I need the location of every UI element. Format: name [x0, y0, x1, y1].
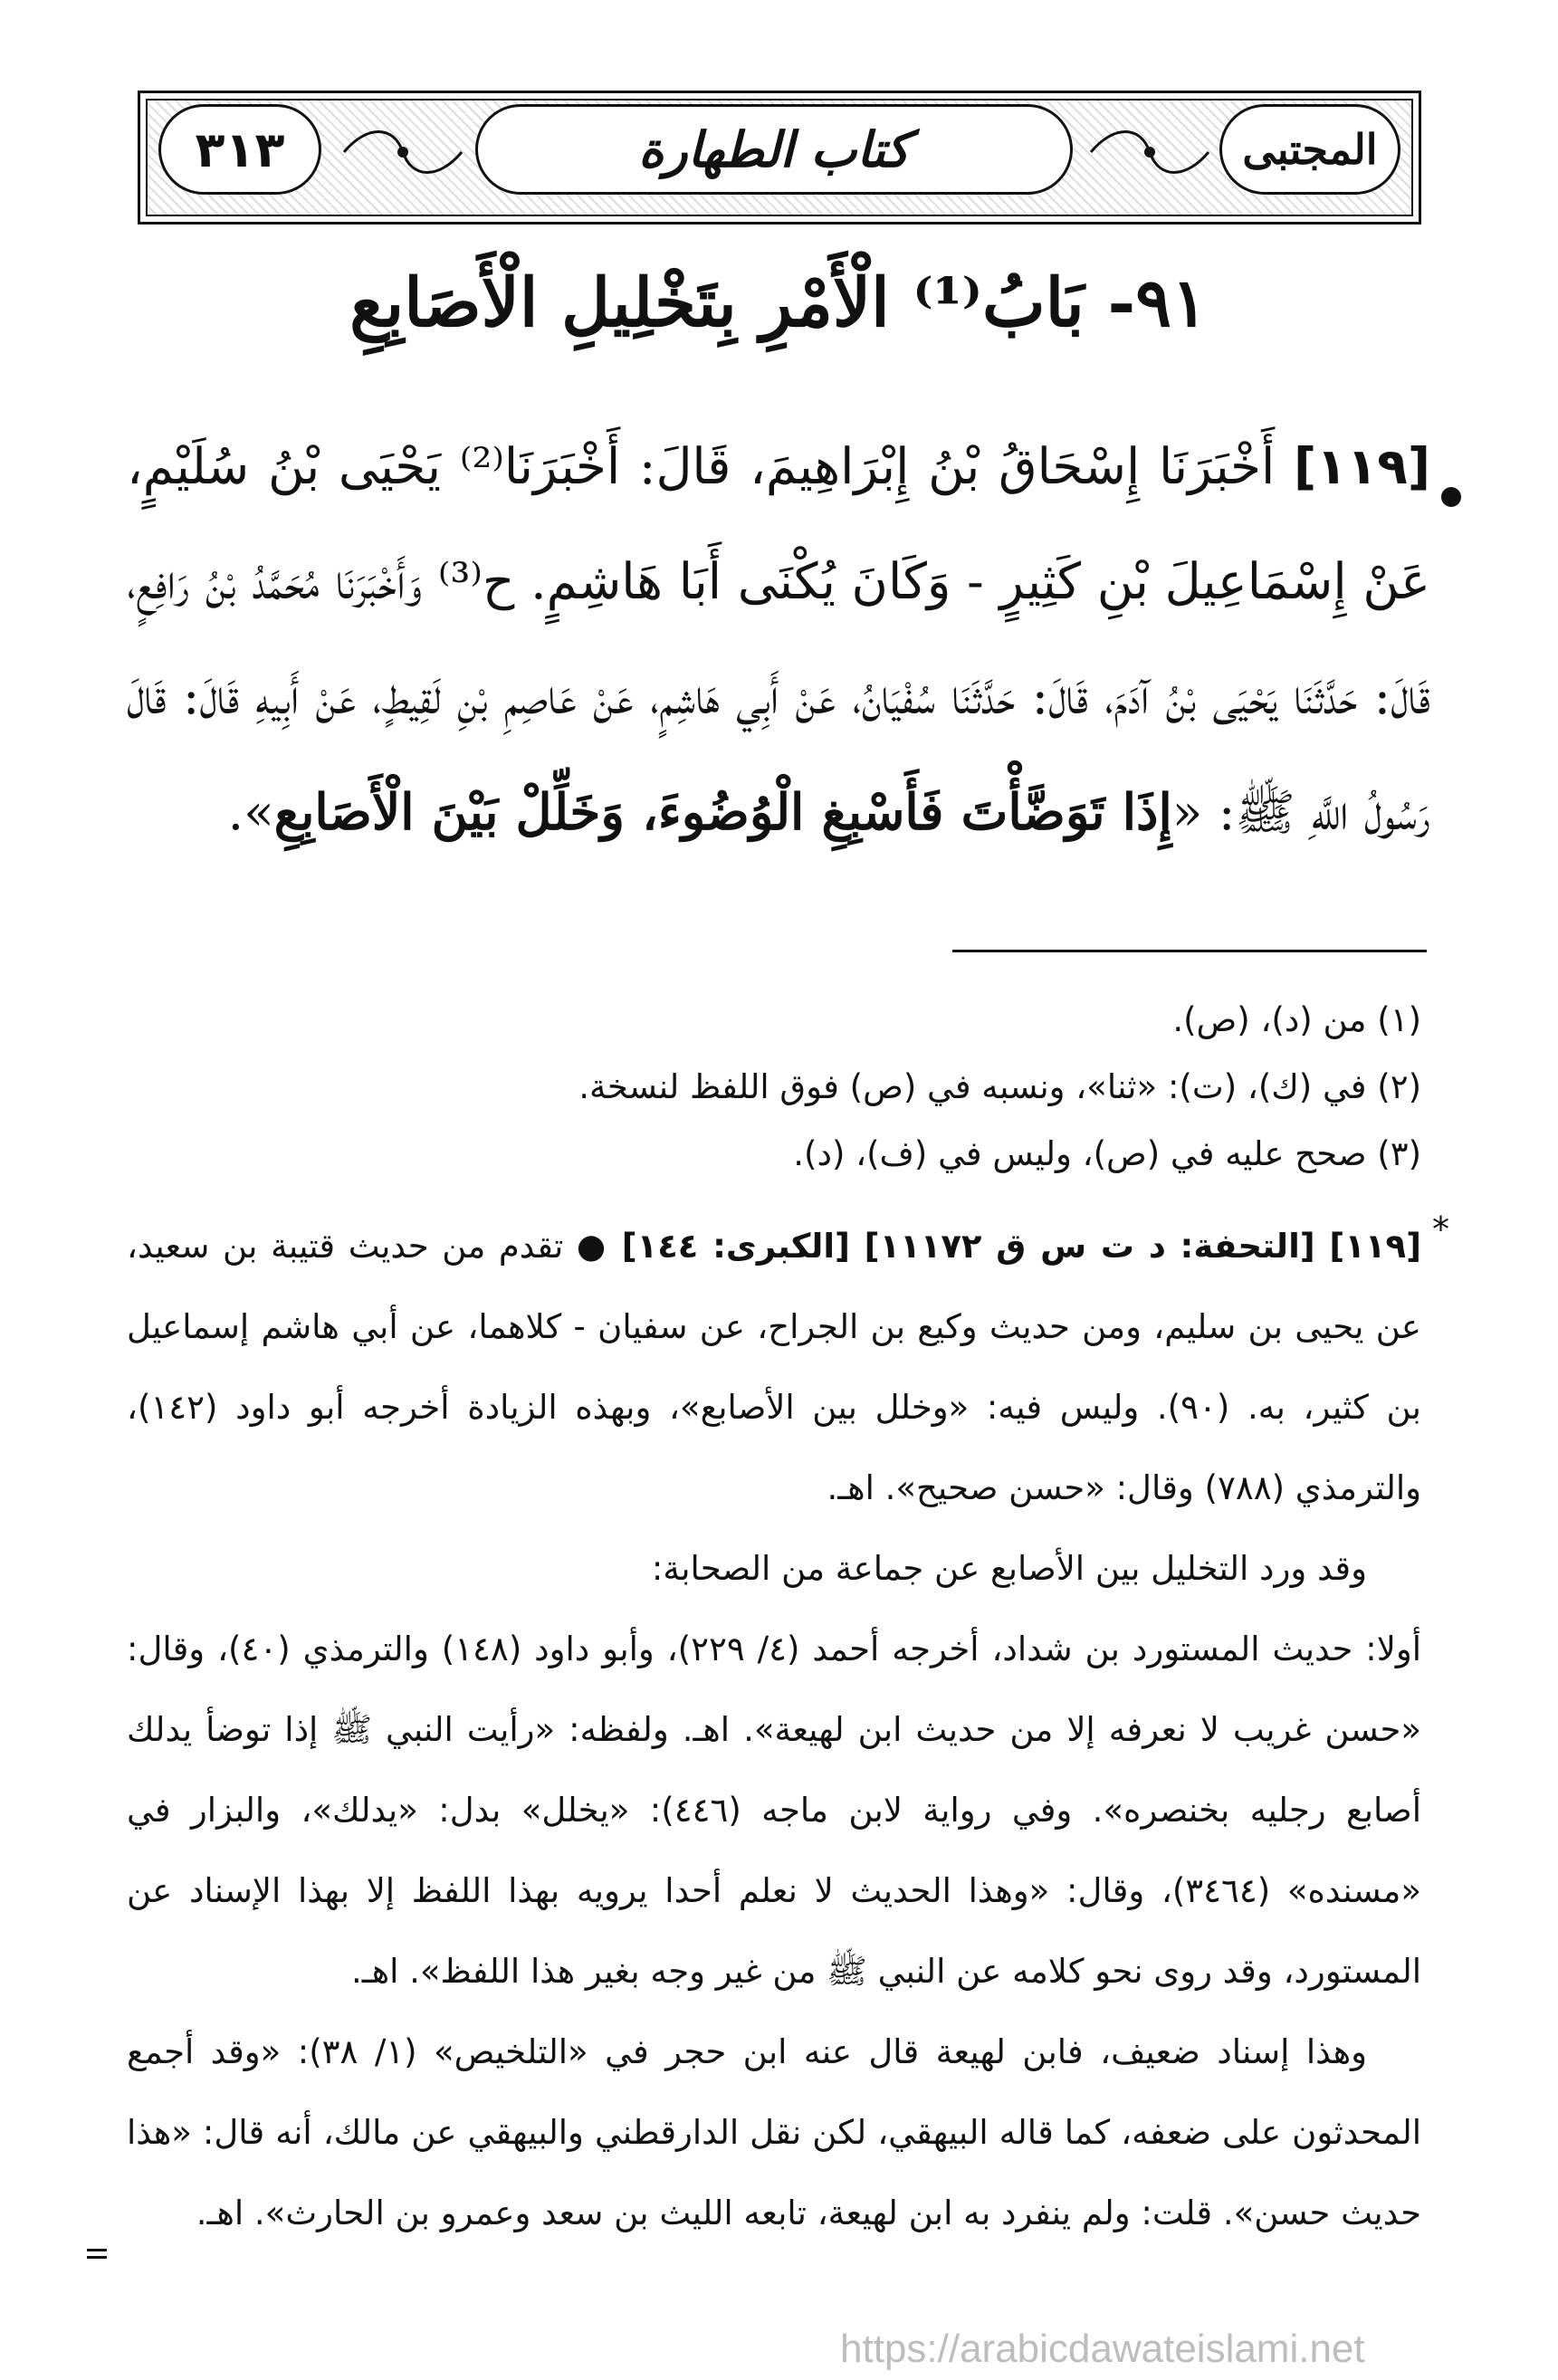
- series-logo: المجتبى: [1242, 125, 1378, 174]
- book-title: كتاب الطهارة: [638, 120, 910, 178]
- takhrij-paragraph: وهذا إسناد ضعيف، فابن لهيعة قال عنه ابن حجر في «التلخيص» (١/ ٣٨): «وقد أجمع المحدثون على ضعفه، كما قاله البيهقي، لكن نقل الدارقطني والبيهقي عن مالك، أنه قال: «هذا حديث حسن». قلت: ولم ينفرد به ابن لهيعة، تابعه الليث بن سعد وعمرو بن الحارث». اهـ.: [127, 2032, 1421, 2232]
- margin-mark: [87, 2249, 107, 2251]
- takhrij-paragraph: وقد ورد التخليل بين الأصابع عن جماعة من الصحابة:: [651, 1549, 1367, 1588]
- takhrij-paragraph: [١١٩] [التحفة: د ت س ق ١١١٧٢] [الكبرى: ١٤٤] ● تقدم من حديث قتيبة بن سعيد، عن يحيى بن سليم، ومن حديث وكيع بن الجراح، عن سفيان - كلاهما، عن أبي هاشم إسماعيل بن كثير، به. (٩٠). وليس فيه: «وخلل بين الأصابع»، وبهذه الزيادة أخرجه أبو داود (١٤٢)، والترمذي (٧٨٨) وقال: «حسن صحيح». اهـ.: [127, 1227, 1422, 1507]
- hadith-text: [127, 409, 1430, 870]
- hadith-isnad: أَخْبَرَنَا إِسْحَاقُ بْنُ إِبْرَاهِيمَ، قَالَ: أَخْبَرَنَا⁽²⁾ يَحْيَى بْنُ سُلَيْمٍ، عَنْ إِسْمَاعِيلَ بْنِ كَثِيرٍ - وَكَانَ يُكْنَى أَبَا هَاشِمٍ. ح⁽³⁾ وَأَخْبَرَنَا مُحَمَّدُ بْنُ رَافِعٍ، قَالَ: حَدَّثَنَا يَحْيَى بْنُ آدَمَ، قَالَ: حَدَّثَنَا سُفْيَانُ، عَنْ أَبِي هَاشِمٍ، عَنْ عَاصِمِ بْنِ لَقِيطٍ، عَنْ أَبِيهِ قَالَ: قَالَ رَسُولُ اللَّهِ ﷺ: «: [127, 437, 1430, 841]
- hadith-number: [١١٩]: [1294, 437, 1431, 495]
- watermark-url: https://arabicdawateislami.net: [840, 2327, 1365, 2371]
- chapter-heading: ٩١- بَابُ⁽¹⁾ الْأَمْرِ بِتَخْلِيلِ الْأَصَابِعِ: [349, 264, 1208, 342]
- series-logo-cartouche: [1219, 104, 1400, 195]
- footnotes: [507, 987, 1421, 1188]
- page-number: ٣١٣: [195, 120, 285, 178]
- book-title-cartouche: [475, 104, 1073, 195]
- hadith-end: ».: [227, 783, 274, 841]
- page-header-frame: [138, 91, 1421, 225]
- page-number-cartouche: [158, 104, 321, 195]
- header-flourish-icon: [1086, 120, 1213, 184]
- footnote-item: (٣) صحح عليه في (ص)، وليس في (ف)، (د).: [793, 1134, 1421, 1173]
- footnote-divider: [952, 950, 1427, 952]
- header-flourish-icon: [339, 120, 466, 184]
- takhrij-reference: [١١٩] [التحفة: د ت س ق ١١١٧٢] [الكبرى: ١٤٤]: [621, 1227, 1422, 1266]
- takhrij-star-icon: *: [1432, 1209, 1449, 1249]
- footnote-item: (٢) في (ك)، (ت): «ثنا»، ونسبه في (ص) فوق اللفظ لنسخة.: [578, 1067, 1421, 1106]
- takhrij-paragraph: أولا: حديث المستورد بن شداد، أخرجه أحمد (٤/ ٢٢٩)، وأبو داود (١٤٨) والترمذي (٤٠)، وقال: «حسن غريب لا نعرفه إلا من حديث ابن لهيعة». اهـ. ولفظه: «رأيت النبي ﷺ إذا توضأ يدلك أصابع رجليه بخنصره». وفي رواية لابن ماجه (٤٤٦): «يخلل» بدل: «يدلك»، والبزار في «مسنده» (٣٤٦٤)، وقال: «وهذا الحديث لا نعلم أحدا يرويه بهذا اللفظ إلا بهذا الإسناد عن المستورد، وقد روى نحو كلامه عن النبي ﷺ من غير وجه بغير هذا اللفظ». اهـ.: [127, 1630, 1421, 1991]
- hadith-matn: إِذَا تَوَضَّأْتَ فَأَسْبِغِ الْوُضُوءَ، وَخَلِّلْ بَيْنَ الْأَصَابِعِ: [273, 782, 1172, 841]
- hadith-bullet-icon: [1441, 487, 1461, 507]
- takhrij-section: [127, 1206, 1421, 2253]
- bullet-icon: ●: [576, 1227, 609, 1266]
- footnote-item: (١) من (د)، (ص).: [1172, 1000, 1421, 1039]
